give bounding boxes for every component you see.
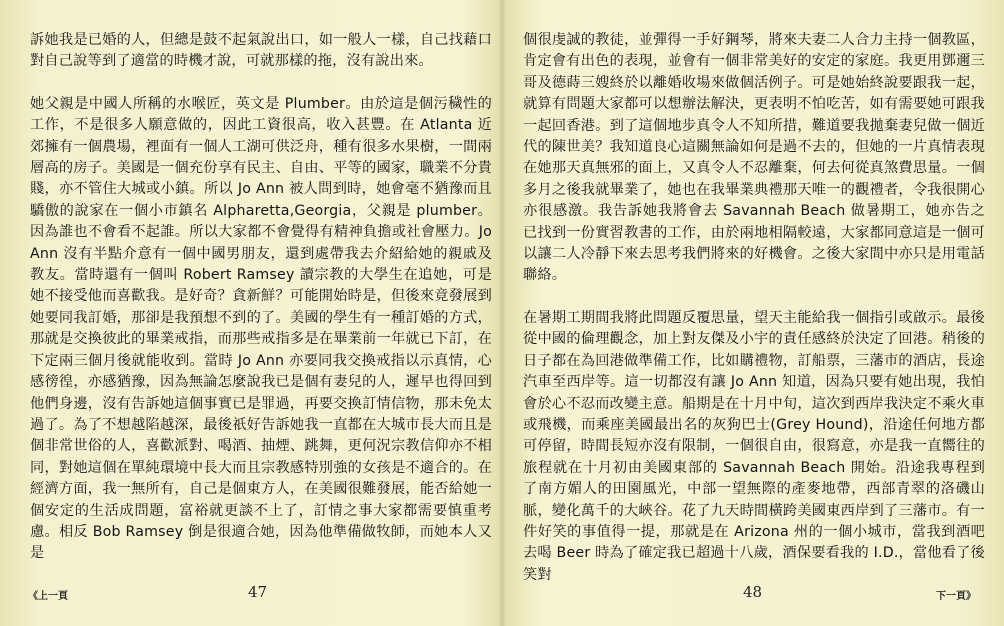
next-page-button[interactable]: 下一頁》 xyxy=(936,587,976,602)
left-page-number: 47 xyxy=(248,583,268,601)
left-page-text xyxy=(30,30,497,562)
left-paragraph-1: 訴她我是已婚的人，但總是鼓不起氣說出口，如一般人一樣，自己找藉口對自己說等到了適當的時機才說，可就那樣的拖，沒有說出來。 xyxy=(30,32,492,70)
right-paragraph-1: 個很虔誠的教徒，並彈得一手好鋼琴，將來夫妻二人合力主持一個教區，肯定會有出色的表現，並會有一個非常美好的安定的家庭。我更用鄧邇三哥及德蒔三嫂終於以離婚收場來做個活例子。可是她始終說要跟我一起，就算有問題大家都可以想辦法解決，更表明不怕吃苦，如有需要她可跟我一起回香港。到了這個地步真令人不知所措，難道要我拋棄妻兒做一個近代的陳世美？我知道良心這關無論如何是過不去的，但她的一片真情表現在她那天真無邪的面上，又真令人不忍離棄，何去何從真煞費思量。一個多月之後我就畢業了，她也在我畢業典禮那天唯一的觀禮者，令我很開心亦很感激。我告訴她我將會去 Savannah Beach 做暑期工，她亦告之已找到一份實習教書的工作，由於兩地相隔較遠，大家都同意這是一個可以讓二人冷靜下來去思考我們將來的好機會。之後大家間中亦只是用電話聯絡。 xyxy=(523,32,985,284)
previous-page-button[interactable]: 《上一頁 xyxy=(28,587,68,602)
paragraph-gap xyxy=(30,73,492,94)
right-paragraph-2: 在暑期工期間我將此問題反覆思量，望天主能給我一個指引或啟示。最後從中國的倫理觀念，加上對友傑及小宇的責任感終於決定了回港。稍後的日子都在為回港做準備工作，比如購禮物，訂船票，三藩市的酒店，長途汽車至西岸等。這一切都沒有讓 Jo Ann 知道，因為只要有她出現，我怕會於心不忍而改變主意。船期是在十月中旬，這次到西岸我決定不乘火車或飛機，而乘座美國最出名的灰狗巴士(Grey Hound)，沿途任何地方都可停留，時間長短亦沒有限制，一個很自由，很寫意，亦是我一直嚮往的旅程就在十月初由美國東部的 Savannah Beach 開始。沿途我專程到了南方媚人的田園風光，中部一望無際的產麥地帶，西部青翠的洛磯山脈，變化萬千的大峽谷。花了九天時間橫跨美國東西岸到了三藩市。有一件好笑的事值得一提，那就是在 Arizona 州的一個小城市，當我到酒吧去喝 Beer 時為了確定我已超過十八歲，酒保要看我的 I.D.，當他看了後笑對 xyxy=(523,309,985,583)
right-page-text xyxy=(523,30,985,583)
paragraph-gap xyxy=(523,287,985,308)
right-page-number: 48 xyxy=(743,583,763,601)
left-paragraph-2: 她父親是中國人所稱的水喉匠，英文是 Plumber。由於這是個污穢性的工作，不是很多人願意做的，因此工資很高，收入甚豐。在 Atlanta 近郊擁有一個農場，裡面有一個人工湖可供泛舟，種有很多水果樹，一間兩層高的房子。美國是一個充份享有民主、自由、平等的國家，職業不分貴賤，亦不管住大城或小鎮。所以 Jo Ann 被人問到時，她會毫不猶豫而且驕傲的說家在一個小市鎮名 Alpharetta,Georgia，父親是 plumber。因為誰也不會看不起誰。所以大家都不會覺得有精神負擔或社會壓力。Jo Ann 沒有半點介意有一個中國男朋友，還到處帶我去介紹給她的親戚及教友。當時還有一個叫 Robert Ramsey 讀宗教的大學生在追她，可是她不接受他而喜歡我。是好奇？貪新鮮？可能開始時是，但後來竟發展到她要同我訂婚，那卻是我預想不到的了。美國的學生有一種訂婚的方式，那就是交換彼此的畢業戒指，而那些戒指多是在畢業前一年就已下訂，在下定兩三個月後就能收到。當時 Jo Ann 亦要同我交換戒指以示真情，心感徬徨，亦感猶豫，因為無論怎麼說我已是個有妻兒的人，遲早也得回到他們身邊，沒有告訴她這個事實已是罪過，再要交換訂情信物，那未免太過了。為了不想越陷越深，最後祇好告訴她我一直都在大城市長大而且是個非常世俗的人，喜歡派對、喝酒、抽煙、跳舞，更何況宗教信仰亦不相同，對她這個在單純環境中長大而且宗教感特別強的女孩是不適合的。在經濟方面，我一無所有，自己是個東方人，在美國很難發展，能否給她一個安定的生活成問題，富裕就更談不上了，訂情之事大家都需要慎重考慮。相反 Bob Ramsey 倒是很適合她，因為他準備做牧師，而她本人又是 xyxy=(30,95,497,562)
